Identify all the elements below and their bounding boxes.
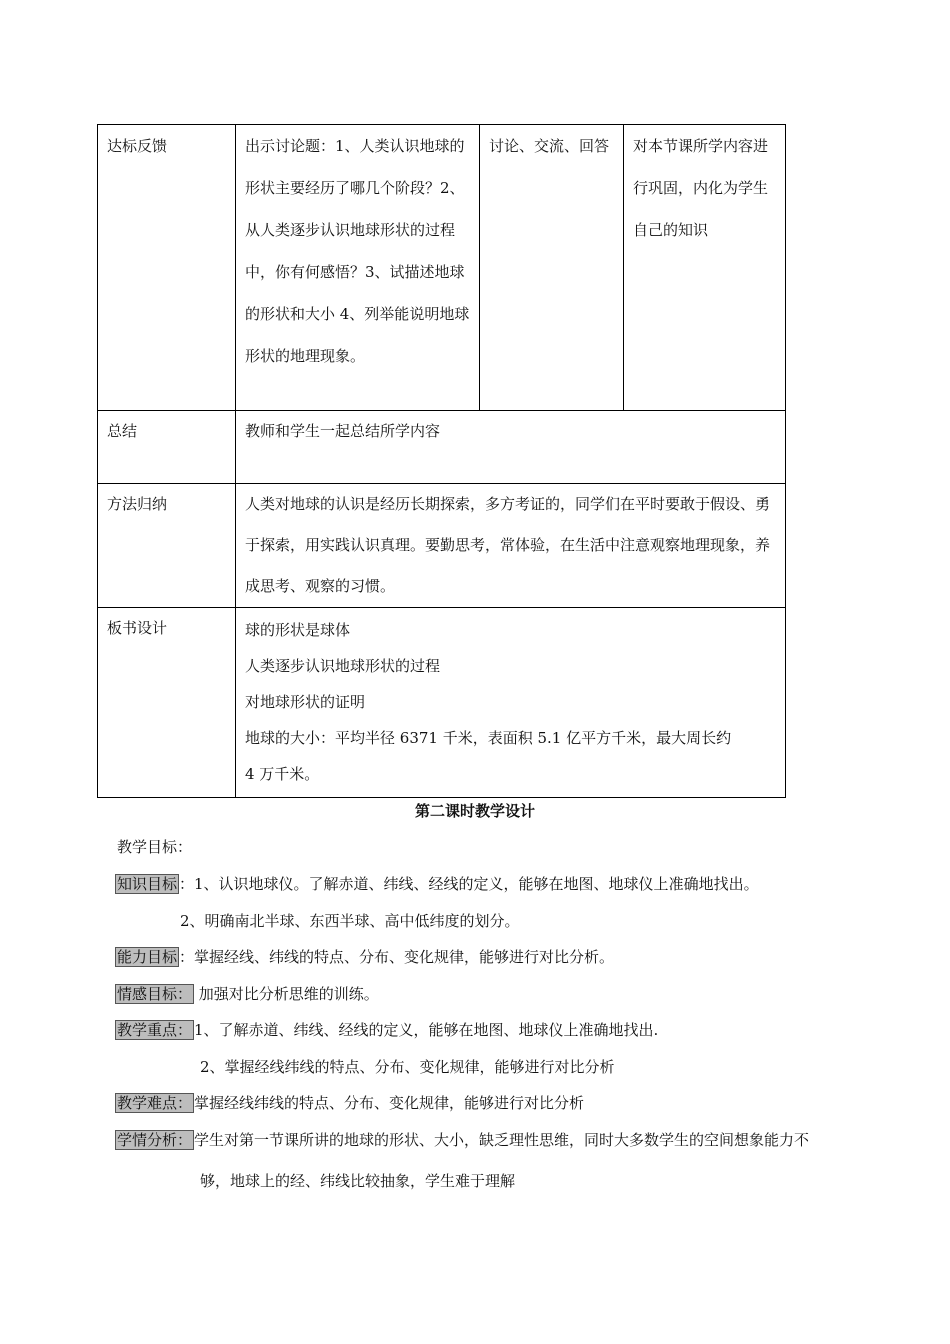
goal-text: ：掌握经线、纬线的特点、分布、变化规律，能够进行对比分析。 xyxy=(179,948,615,966)
section-title: 第二课时教学设计 xyxy=(414,802,535,820)
goal-text: 1、了解赤道、纬线、经线的定义，能够在地图、地球仪上准确地找出. xyxy=(194,1021,659,1039)
goal-line xyxy=(115,946,614,967)
board-line: 球的形状是球体 xyxy=(245,621,351,639)
design-purpose-cell: 对本节课所学内容进行巩固，内化为学生自己的知识 xyxy=(624,125,786,411)
lesson-table xyxy=(97,124,786,798)
board-design-cell xyxy=(236,608,786,798)
goal-tag: 教学重点： xyxy=(117,1021,193,1039)
teacher-activity-cell: 出示讨论题：1、人类认识地球的形状主要经历了哪几个阶段？2、从人类逐步认识地球形状的过程中，你有何感悟？3、试描述地球的形状和大小 4、列举能说明地球形状的地理现象。 xyxy=(236,125,480,411)
board-line: 对地球形状的证明 xyxy=(245,693,366,711)
goal-line xyxy=(180,910,520,931)
goal-line xyxy=(200,1056,615,1077)
goal-text: 掌握经线纬线的特点、分布、变化规律，能够进行对比分析 xyxy=(194,1094,585,1112)
table-row xyxy=(98,125,786,411)
goal-tag: 知识目标 xyxy=(117,875,178,893)
goal-line xyxy=(200,1170,515,1191)
table-row xyxy=(98,411,786,484)
student-activity-cell: 讨论、交流、回答 xyxy=(480,125,624,411)
goal-line xyxy=(115,1129,809,1150)
goal-text: 2、明确南北半球、东西半球、高中低纬度的划分。 xyxy=(180,912,520,930)
goal-text: ：1、认识地球仪。了解赤道、纬线、经线的定义，能够在地图、地球仪上准确地找出。 xyxy=(179,875,759,893)
goal-tag: 能力目标 xyxy=(117,948,178,966)
table-row xyxy=(98,608,786,798)
row-label: 板书设计 xyxy=(98,608,236,798)
goal-line xyxy=(115,873,759,894)
method-cell: 人类对地球的认识是经历长期探索，多方考证的，同学们在平时要敢于假设、勇于探索，用实践认识真理。要勤思考，常体验，在生活中注意观察地理现象，养成思考、观察的习惯。 xyxy=(236,484,786,608)
row-label: 方法归纳 xyxy=(98,484,236,608)
goal-text: 2、掌握经线纬线的特点、分布、变化规律，能够进行对比分析 xyxy=(200,1058,615,1076)
table-row xyxy=(98,484,786,608)
goal-text: 学生对第一节课所讲的地球的形状、大小，缺乏理性思维，同时大多数学生的空间想象能力不 xyxy=(194,1131,810,1149)
board-line: 4 万千米。 xyxy=(245,765,320,783)
goal-tag: 情感目标： xyxy=(117,985,193,1003)
goal-tag: 学情分析： xyxy=(117,1131,193,1149)
row-label: 达标反馈 xyxy=(98,125,236,411)
summary-cell: 教师和学生一起总结所学内容 xyxy=(236,411,786,484)
goal-text: 够，地球上的经、纬线比较抽象，学生难于理解 xyxy=(200,1172,516,1190)
goal-tag: 教学难点： xyxy=(117,1094,193,1112)
board-line: 地球的大小：平均半径 6371 千米，表面积 5.1 亿平方千米，最大周长约 xyxy=(245,729,732,747)
goal-line xyxy=(115,1092,584,1113)
row-label: 总结 xyxy=(98,411,236,484)
goal-text: 加强对比分析思维的训练。 xyxy=(194,985,379,1003)
board-line: 人类逐步认识地球形状的过程 xyxy=(245,657,441,675)
goals-heading: 教学目标： xyxy=(117,838,193,856)
goal-line xyxy=(115,1019,658,1040)
goal-line xyxy=(115,983,379,1004)
